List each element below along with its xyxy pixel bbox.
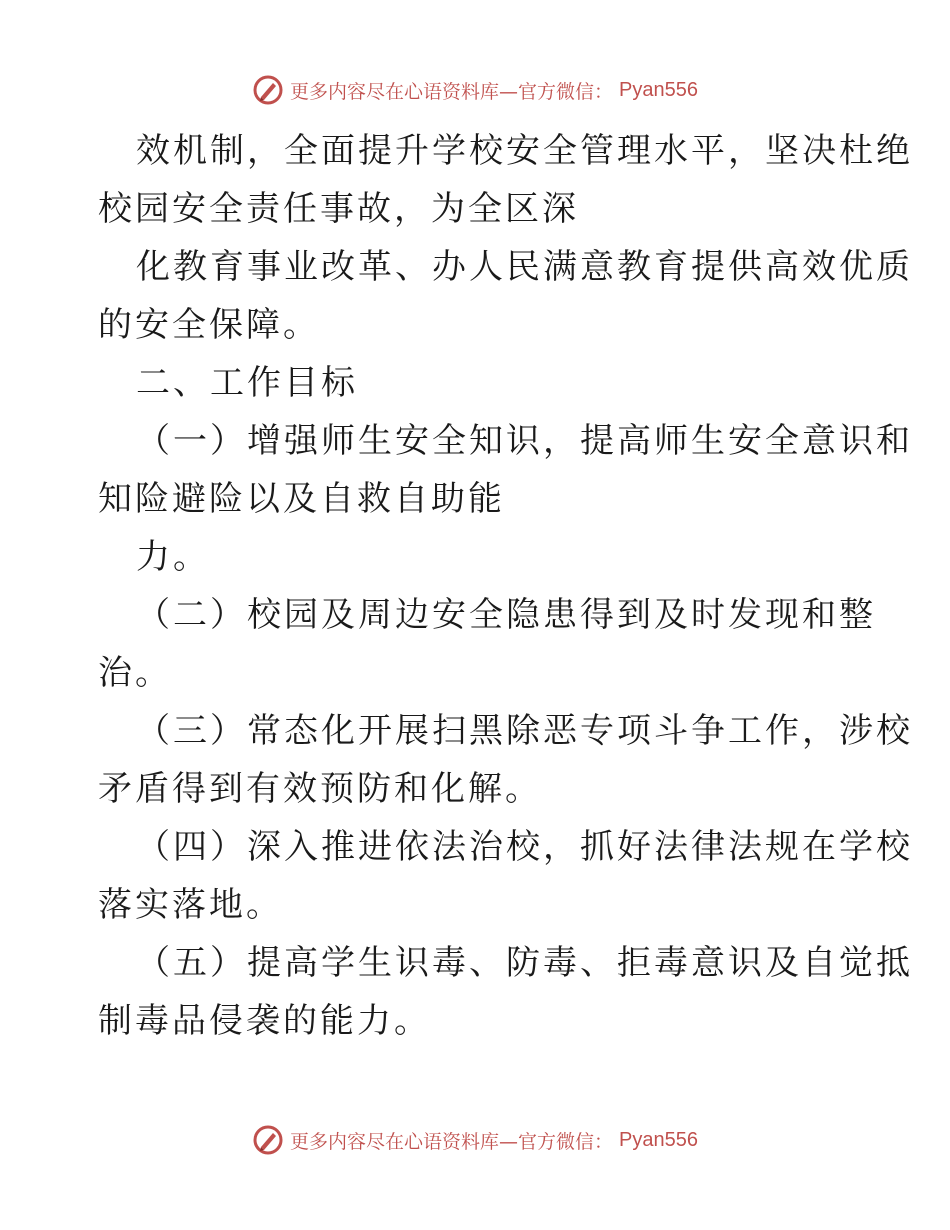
text-line: （五）提高学生识毒、防毒、拒毒意识及自觉抵 [136,943,913,983]
watermark-text: 更多内容尽在心语资料库—官方微信： [290,80,614,103]
text-line: （一）增强师生安全知识，提高师生安全意识和 [136,421,913,461]
text-line: 治。 [98,653,172,693]
text-line: 制毒品侵袭的能力。 [98,1001,431,1041]
text-line: 知险避险以及自救自助能 [98,479,505,519]
header-watermark [0,70,950,110]
text-line: 效机制，全面提升学校安全管理水平，坚决杜绝 [136,131,913,171]
text-line: （三）常态化开展扫黑除恶专项斗争工作，涉校 [136,711,913,751]
text-line: （四）深入推进依法治校，抓好法律法规在学校 [136,827,913,867]
text-line: （二）校园及周边安全隐患得到及时发现和整 [136,595,876,635]
text-line: 力。 [136,537,210,577]
document-body [98,122,913,1050]
watermark-handle: Pyan556 [619,78,698,101]
text-line: 的安全保障。 [98,305,320,345]
section-heading: 二、工作目标 [136,363,358,403]
watermark-text: 更多内容尽在心语资料库—官方微信： [290,1130,614,1153]
footer-watermark [0,1120,950,1160]
watermark-handle: Pyan556 [619,1128,698,1151]
text-line: 矛盾得到有效预防和化解。 [98,769,542,809]
text-line: 落实落地。 [98,885,283,925]
text-line: 化教育事业改革、办人民满意教育提供高效优质 [136,247,913,287]
pen-logo-icon [252,74,284,106]
text-line: 校园安全责任事故，为全区深 [98,189,579,229]
pen-logo-icon [252,1124,284,1156]
